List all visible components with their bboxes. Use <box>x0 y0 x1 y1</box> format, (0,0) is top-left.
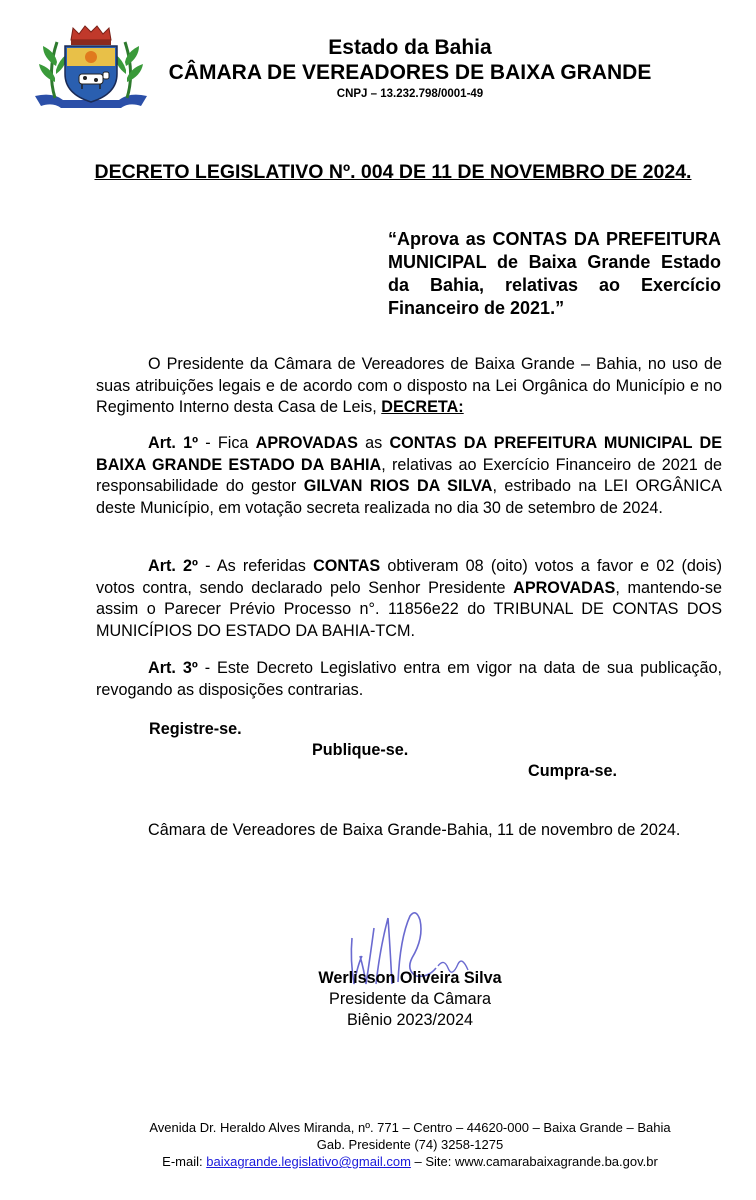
article-1 <box>96 433 722 519</box>
article-2 <box>96 556 722 642</box>
art1-text-1: - Fica <box>198 434 256 452</box>
footer-email-label: E-mail: <box>162 1154 207 1169</box>
decreta-label: DECRETA: <box>381 398 464 416</box>
signer-name: Werlisson Oliveira Silva <box>318 969 502 987</box>
art1-label: Art. 1º <box>148 434 199 452</box>
art3-text-1: - Este Decreto Legislativo entra em vigor na data de sua publicação, revogando as disposições contrarias. <box>96 659 722 699</box>
decree-title: DECRETO LEGISLATIVO Nº. 004 DE 11 DE NOVEMBRO DE 2024. <box>94 161 692 183</box>
art1-bold-3: GILVAN RIOS DA SILVA <box>303 477 493 495</box>
art1-text-2: as <box>357 434 390 452</box>
article-3 <box>96 658 722 701</box>
footer-site: – Site: www.camarabaixagrande.ba.gov.br <box>410 1154 658 1169</box>
art1-bold-1: APROVADAS <box>255 434 358 452</box>
cumpra-se: Cumpra-se. <box>528 762 618 780</box>
header-chamber: CÂMARA DE VEREADORES DE BAIXA GRANDE <box>168 61 652 84</box>
art1-text-3: , relativas ao Exercício Financeiro de 2021 de responsabilidade do gestor <box>96 455 722 495</box>
signer-role: Presidente da Câmara <box>329 990 491 1008</box>
art2-text-1: - As referidas <box>197 557 314 575</box>
registre-se: Registre-se. <box>149 720 242 738</box>
art2-bold-1: CONTAS <box>313 557 381 575</box>
footer-phone: Gab. Presidente (74) 3258-1275 <box>316 1137 504 1152</box>
art2-bold-2: APROVADAS <box>513 578 616 597</box>
footer-address: Avenida Dr. Heraldo Alves Miranda, nº. 771 – Centro – 44620-000 – Baixa Grande – Bahia <box>149 1120 671 1135</box>
art2-text-3: , mantendo-se assim o Parecer Prévio Processo n°. 11856e22 do TRIBUNAL DE CONTAS DOS MUNICÍPIOS DO ESTADO DA BAHIA-TCM. <box>96 578 722 640</box>
art1-bold-2: CONTAS DA PREFEITURA MUNICIPAL DE BAIXA GRANDE ESTADO DA BAHIA <box>96 434 722 474</box>
footer-email-link[interactable]: baixagrande.legislativo@gmail.com <box>206 1154 411 1169</box>
art1-text-4: , estribado na LEI ORGÂNICA deste Município, em votação secreta realizada no dia 30 de setembro de 2024. <box>96 477 722 517</box>
art2-text-2: obtiveram 08 (oito) votos a favor e 02 (dois) votos contra, sendo declarado pelo Senhor Presidente <box>96 557 722 597</box>
publique-se: Publique-se. <box>312 741 409 759</box>
header-state: Estado da Bahia <box>328 36 492 59</box>
art3-label: Art. 3º <box>148 659 198 677</box>
footer-contact <box>90 1153 730 1170</box>
art2-label: Art. 2º <box>148 557 198 575</box>
preamble-paragraph <box>96 354 722 419</box>
header-cnpj: CNPJ – 13.232.798/0001-49 <box>336 88 484 100</box>
signer-term: Biênio 2023/2024 <box>346 1011 473 1029</box>
coat-of-arms-icon <box>33 22 149 114</box>
place-date: Câmara de Vereadores de Baixa Grande-Bahia, 11 de novembro de 2024. <box>148 821 681 839</box>
decree-ementa: “Aprova as CONTAS DA PREFEITURA MUNICIPAL de Baixa Grande Estado da Bahia, relativas ao Exercício Financeiro de 2021.” <box>388 229 721 318</box>
preamble-text: O Presidente da Câmara de Vereadores de Baixa Grande – Bahia, no uso de suas atribuições legais e de acordo com o disposto na Lei Orgânica do Município e no Regimento Interno desta Casa de Leis, <box>96 355 722 416</box>
